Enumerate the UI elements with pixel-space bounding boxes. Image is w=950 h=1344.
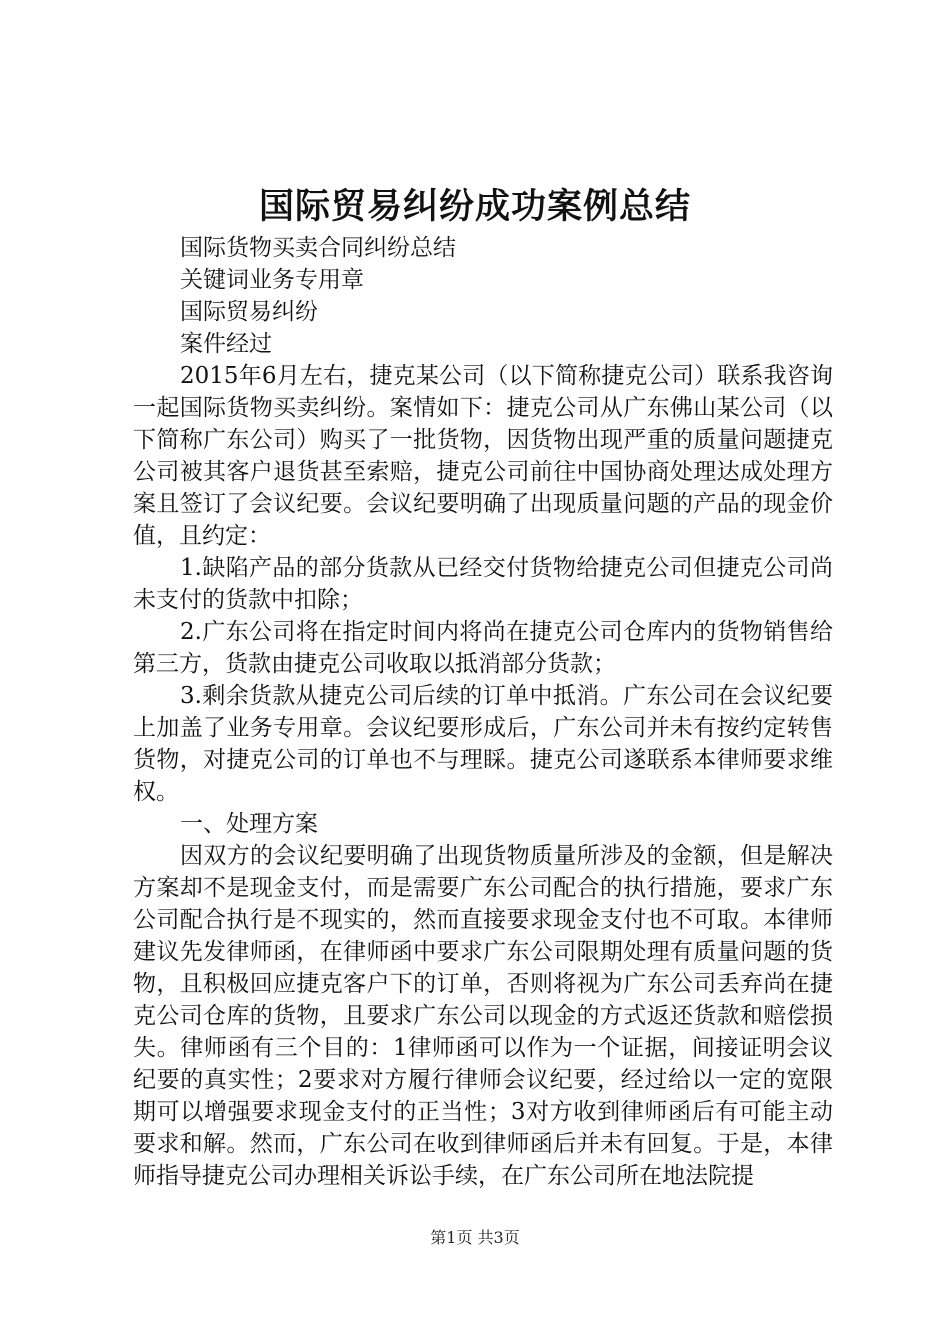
- document-body: [133, 232, 833, 1192]
- section-heading-case: 案件经过: [180, 331, 272, 357]
- paragraph-solution: 因双方的会议纪要明确了出现货物质量所涉及的金额，但是解决方案却不是现金支付，而是需要广东公司配合的执行措施，要求广东公司配合执行是不现实的，然而直接要求现金支付也不可取。本律师建议先发律师函，在律师函中要求广东公司限期处理有质量问题的货物，且积极回应捷克客户下的订单，否则将视为广东公司丢弃尚在捷克公司仓库的货物，且要求广东公司以现金的方式返还货款和赔偿损失。律师函有三个目的：1律师函可以作为一个证据，间接证明会议纪要的真实性；2要求对方履行律师会议纪要，经过给以一定的宽限期可以增强要求现金支付的正当性；3对方收到律师函后有可能主动要求和解。然而，广东公司在收到律师函后并未有回复。于是，本律师指导捷克公司办理相关诉讼手续，在广东公司所在地法院提: [133, 843, 833, 1189]
- paragraph-term-1: 1.缺陷产品的部分货款从已经交付货物给捷克公司但捷克公司尚未支付的货款中扣除；: [133, 555, 833, 613]
- section-heading-solution: 一、处理方案: [180, 811, 318, 837]
- paragraph-keywords: 关键词业务专用章: [180, 267, 364, 293]
- page-footer: 第1页 共3页: [430, 1228, 520, 1247]
- paragraph-term-2: 2.广东公司将在指定时间内将尚在捷克公司仓库内的货物销售给第三方，货款由捷克公司收取以抵消部分货款；: [133, 619, 833, 677]
- paragraph-category: 国际贸易纠纷: [180, 299, 318, 325]
- paragraph-case-facts: 2015年6月左右，捷克某公司（以下简称捷克公司）联系我咨询一起国际货物买卖纠纷。案情如下：捷克公司从广东佛山某公司（以下简称广东公司）购买了一批货物，因货物出现严重的质量问题捷克公司被其客户退货甚至索赔，捷克公司前往中国协商处理达成处理方案且签订了会议纪要。会议纪要明确了出现质量问题的产品的现金价值，且约定：: [133, 363, 833, 549]
- document-title: 国际贸易纠纷成功案例总结: [258, 186, 691, 227]
- paragraph-subtitle: 国际货物买卖合同纠纷总结: [180, 235, 456, 261]
- paragraph-term-3: 3.剩余货款从捷克公司后续的订单中抵消。广东公司在会议纪要上加盖了业务专用章。会议纪要形成后，广东公司并未有按约定转售货物，对捷克公司的订单也不与理睬。捷克公司遂联系本律师要求维权。: [133, 683, 833, 805]
